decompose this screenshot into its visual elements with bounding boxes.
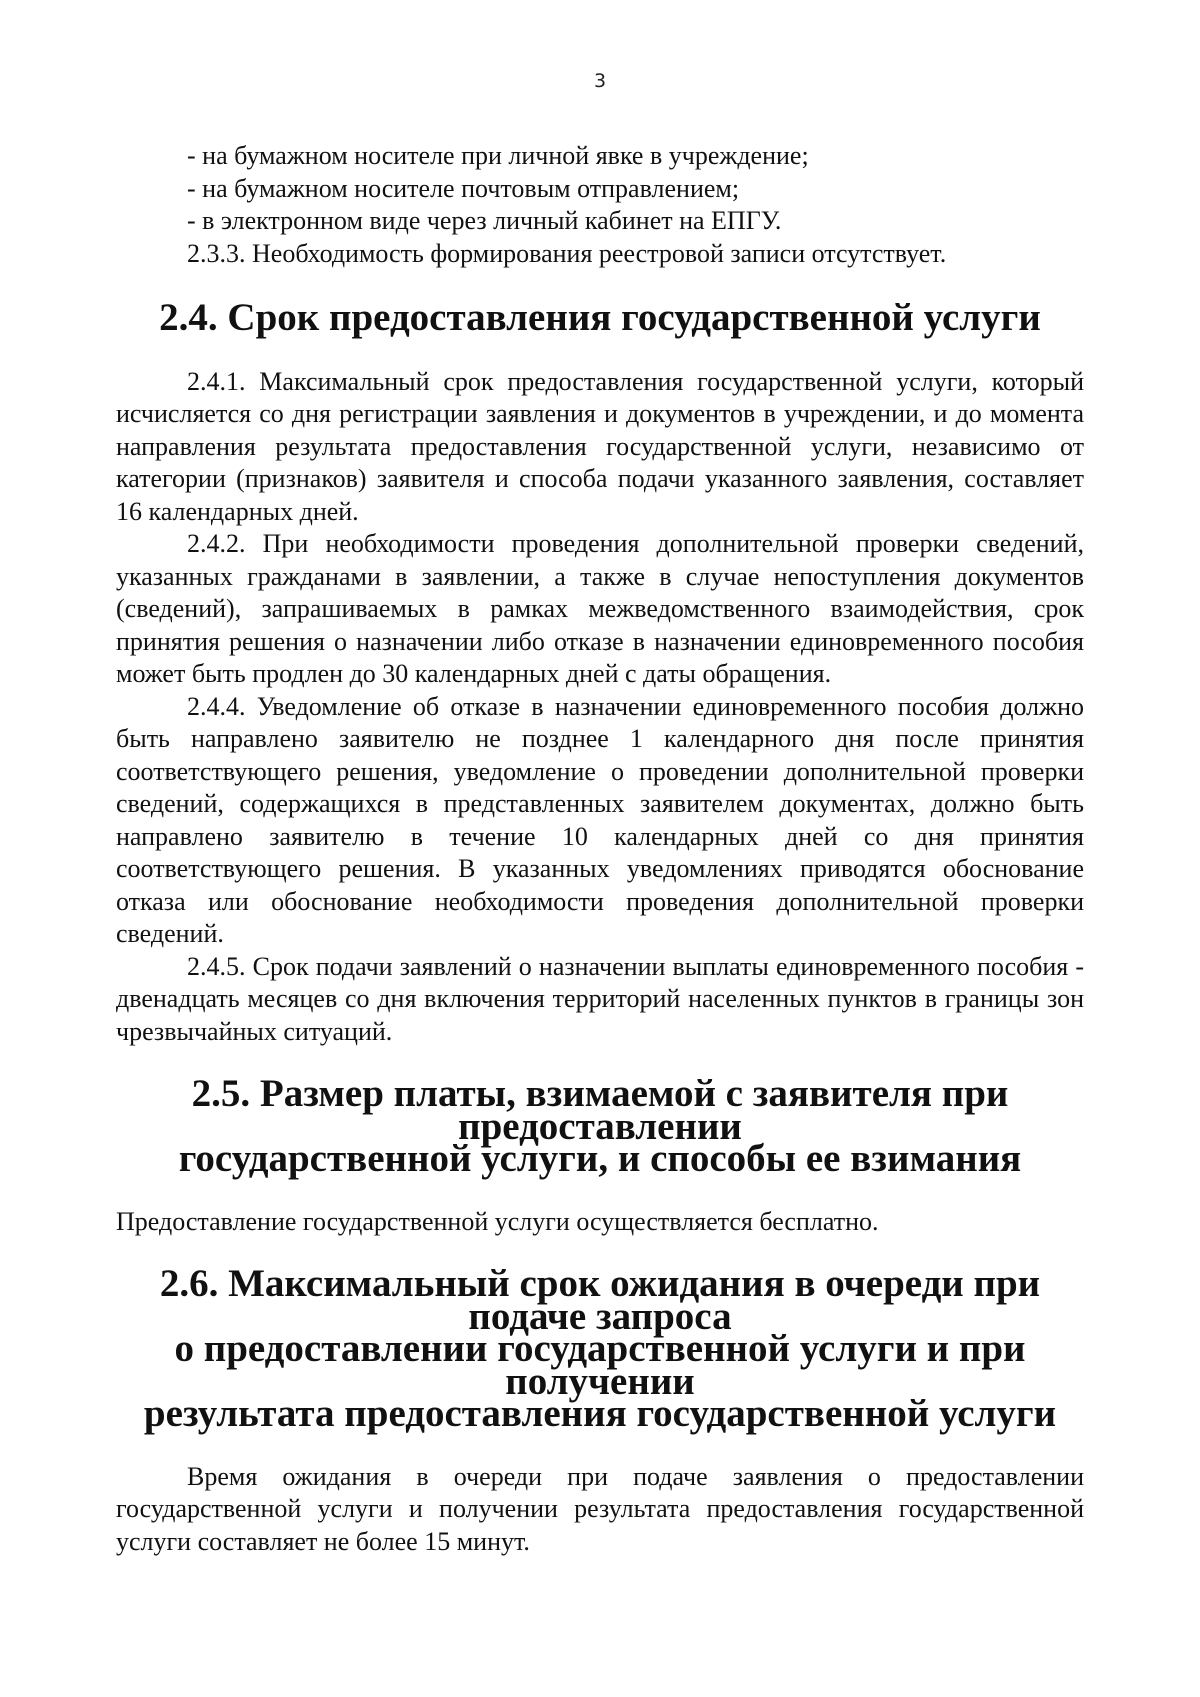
paragraph-2-4-5: 2.4.5. Срок подачи заявлений о назначении выплаты единовременного пособия - двенадцать месяцев со дня включения территорий населенных пунктов в границы зон чрезвычайных ситуаций. (116, 951, 1084, 1046)
delivery-option-electronic: - в электронном виде через личный кабинет на ЕПГУ. (187, 206, 782, 235)
section-2-6-heading-line2: о предоставлении государственной услуги и при получении (174, 1327, 1026, 1403)
section-2-5-heading-line2: государственной услуги, и способы ее взимания (178, 1137, 1022, 1180)
section-2-6-heading-line1: 2.6. Максимальный срок ожидания в очереди при подаче запроса (159, 1262, 1041, 1338)
section-2-5-heading (116, 1072, 1084, 1180)
section-2-5-heading-line1: 2.5. Размер платы, взимаемой с заявителя при предоставлении (191, 1072, 1009, 1148)
section-2-4-heading-text: 2.4. Срок предоставления государственной услуги (159, 296, 1041, 339)
paragraph-2-6-text: Время ожидания в очереди при подаче заявления о предоставлении государственной услуги и получении результата предоставления государственной услуги составляет не более 15 минут. (116, 1461, 1084, 1556)
document-body (116, 140, 1084, 1558)
section-2-6-heading-line3: результата предоставления государственной услуги (143, 1392, 1057, 1435)
delivery-option-paper-by-mail: - на бумажном носителе почтовым отправлением; (187, 173, 740, 203)
paragraph-2-4-1: 2.4.1. Максимальный срок предоставления государственной услуги, который исчисляется со дня регистрации заявления и документов в учреждении, и до момента направления результата предоставления государственной услуги, независимо от категории (признаков) заявителя и способа подачи указанного заявления, составляет 16 календарных дней. (116, 366, 1084, 526)
registry-record-note: 2.3.3. Необходимость формирования реестровой записи отсутствует. (187, 238, 947, 268)
paragraph-2-4-4: 2.4.4. Уведомление об отказе в назначении единовременного пособия должно быть направлено заявителю не позднее 1 календарного дня после принятия соответствующего решения, уведомление о проведении дополнительной проверки сведений, содержащихся в представленных заявителем документах, должно быть направлено заявителю в течение 10 календарных дней со дня принятия соответствующего решения. В указанных уведомлениях приводятся обоснование отказа или обоснование необходимости проведения дополнительной проверки сведений. (116, 691, 1084, 948)
section-2-6-heading (116, 1262, 1084, 1435)
paragraph-2-4-2: 2.4.2. При необходимости проведения дополнительной проверки сведений, указанных гражданами в заявлении, а также в случае непоступления документов (сведений), запрашиваемых в рамках межведомственного взаимодействия, срок принятия решения о назначении либо отказе в назначении единовременного пособия может быть продлен до 30 календарных дней с даты обращения. (116, 529, 1084, 688)
delivery-option-paper-in-person: - на бумажном носителе при личной явке в учреждение; (187, 141, 809, 170)
section-2-4-heading (116, 296, 1084, 339)
paragraph-2-5-text: Предоставление государственной услуги осуществляется бесплатно. (116, 1206, 879, 1236)
page-number: 3 (593, 70, 607, 92)
